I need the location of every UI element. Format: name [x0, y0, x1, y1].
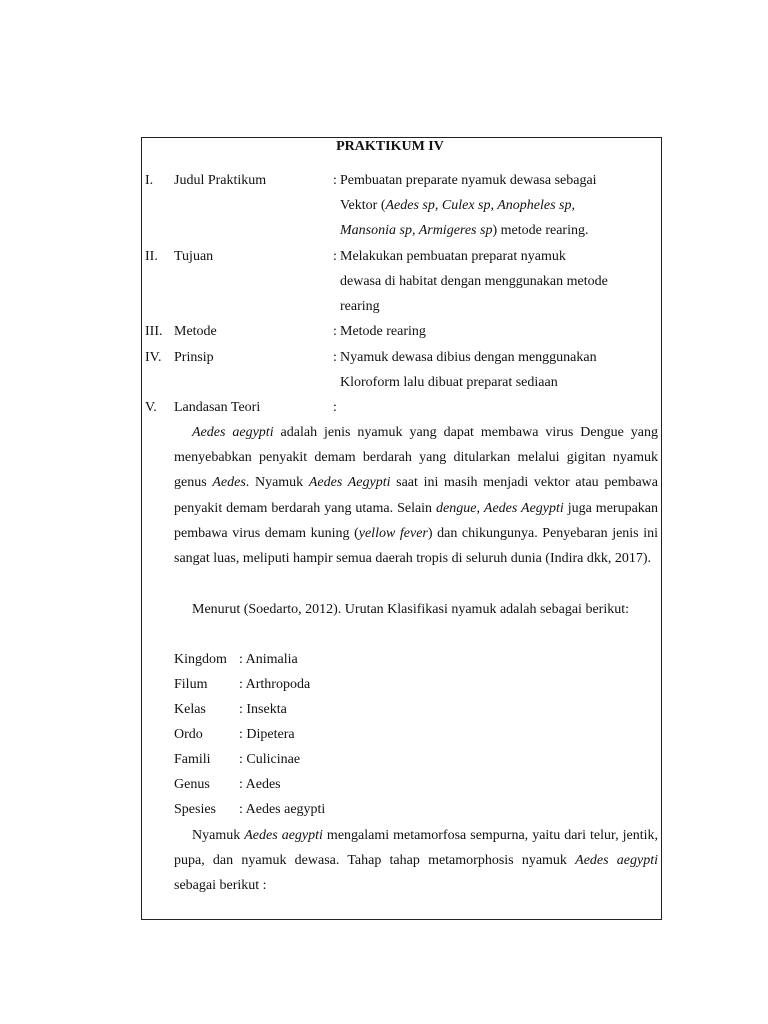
section-colon: :	[333, 350, 337, 365]
classification-row: Ordo : Dipetera	[174, 727, 295, 742]
section-label: Metode	[174, 324, 217, 339]
section-label: Judul Praktikum	[174, 173, 267, 188]
classification-row: Filum : Arthropoda	[174, 677, 311, 692]
page-title: PRAKTIKUM IV	[336, 139, 444, 154]
section-colon: :	[333, 173, 337, 188]
section-value-line: Nyamuk dewasa dibius dengan menggunakan	[340, 350, 597, 365]
section-number: I.	[145, 173, 154, 188]
section-number: II.	[145, 249, 158, 264]
classification-row: Genus : Aedes	[174, 777, 281, 792]
paragraph-metamorfosa: Nyamuk Aedes aegypti mengalami metamorfosa sempurna, yaitu dari telur, jentik, pupa, dan nyamuk dewasa. Tahap tahap metamorphosis nyamuk Aedes aegypti sebagai berikut :	[174, 828, 658, 894]
section-colon: :	[333, 324, 337, 339]
section-label: Tujuan	[174, 249, 214, 264]
classification-row: Kelas : Insekta	[174, 702, 287, 717]
classification-row: Spesies : Aedes aegypti	[174, 802, 326, 817]
classification-row: Famili : Culicinae	[174, 752, 301, 767]
section-number: V.	[145, 400, 157, 415]
paragraph-aedes-intro: Aedes aegypti adalah jenis nyamuk yang dapat membawa virus Dengue yang menyebabkan penyakit demam berdarah yang ditularkan melalui gigitan nyamuk genus Aedes. Nyamuk Aedes Aegypti saat ini masih menjadi vektor atau pembawa penyakit demam berdarah yang utama. Selain dengue, Aedes Aegypti juga merupakan pembawa virus demam kuning (yellow fever) dan chikungunya. Penyebaran jenis ini sangat luas, meliputi hampir semua daerah tropis di seluruh dunia (Indira dkk, 2017).	[174, 425, 659, 567]
section-label: Landasan Teori	[174, 400, 261, 415]
section-colon: :	[333, 400, 337, 415]
section-value-line: Metode rearing	[340, 324, 426, 339]
section-number: IV.	[145, 350, 162, 365]
section-label: Prinsip	[174, 350, 214, 365]
section-value-line: Melakukan pembuatan preparat nyamuk	[340, 249, 566, 264]
section-number: III.	[145, 324, 163, 339]
paragraph-klasifikasi: Menurut (Soedarto, 2012). Urutan Klasifikasi nyamuk adalah sebagai berikut:	[192, 602, 629, 617]
section-colon: :	[333, 249, 337, 264]
classification-row: Kingdom : Animalia	[174, 652, 298, 667]
